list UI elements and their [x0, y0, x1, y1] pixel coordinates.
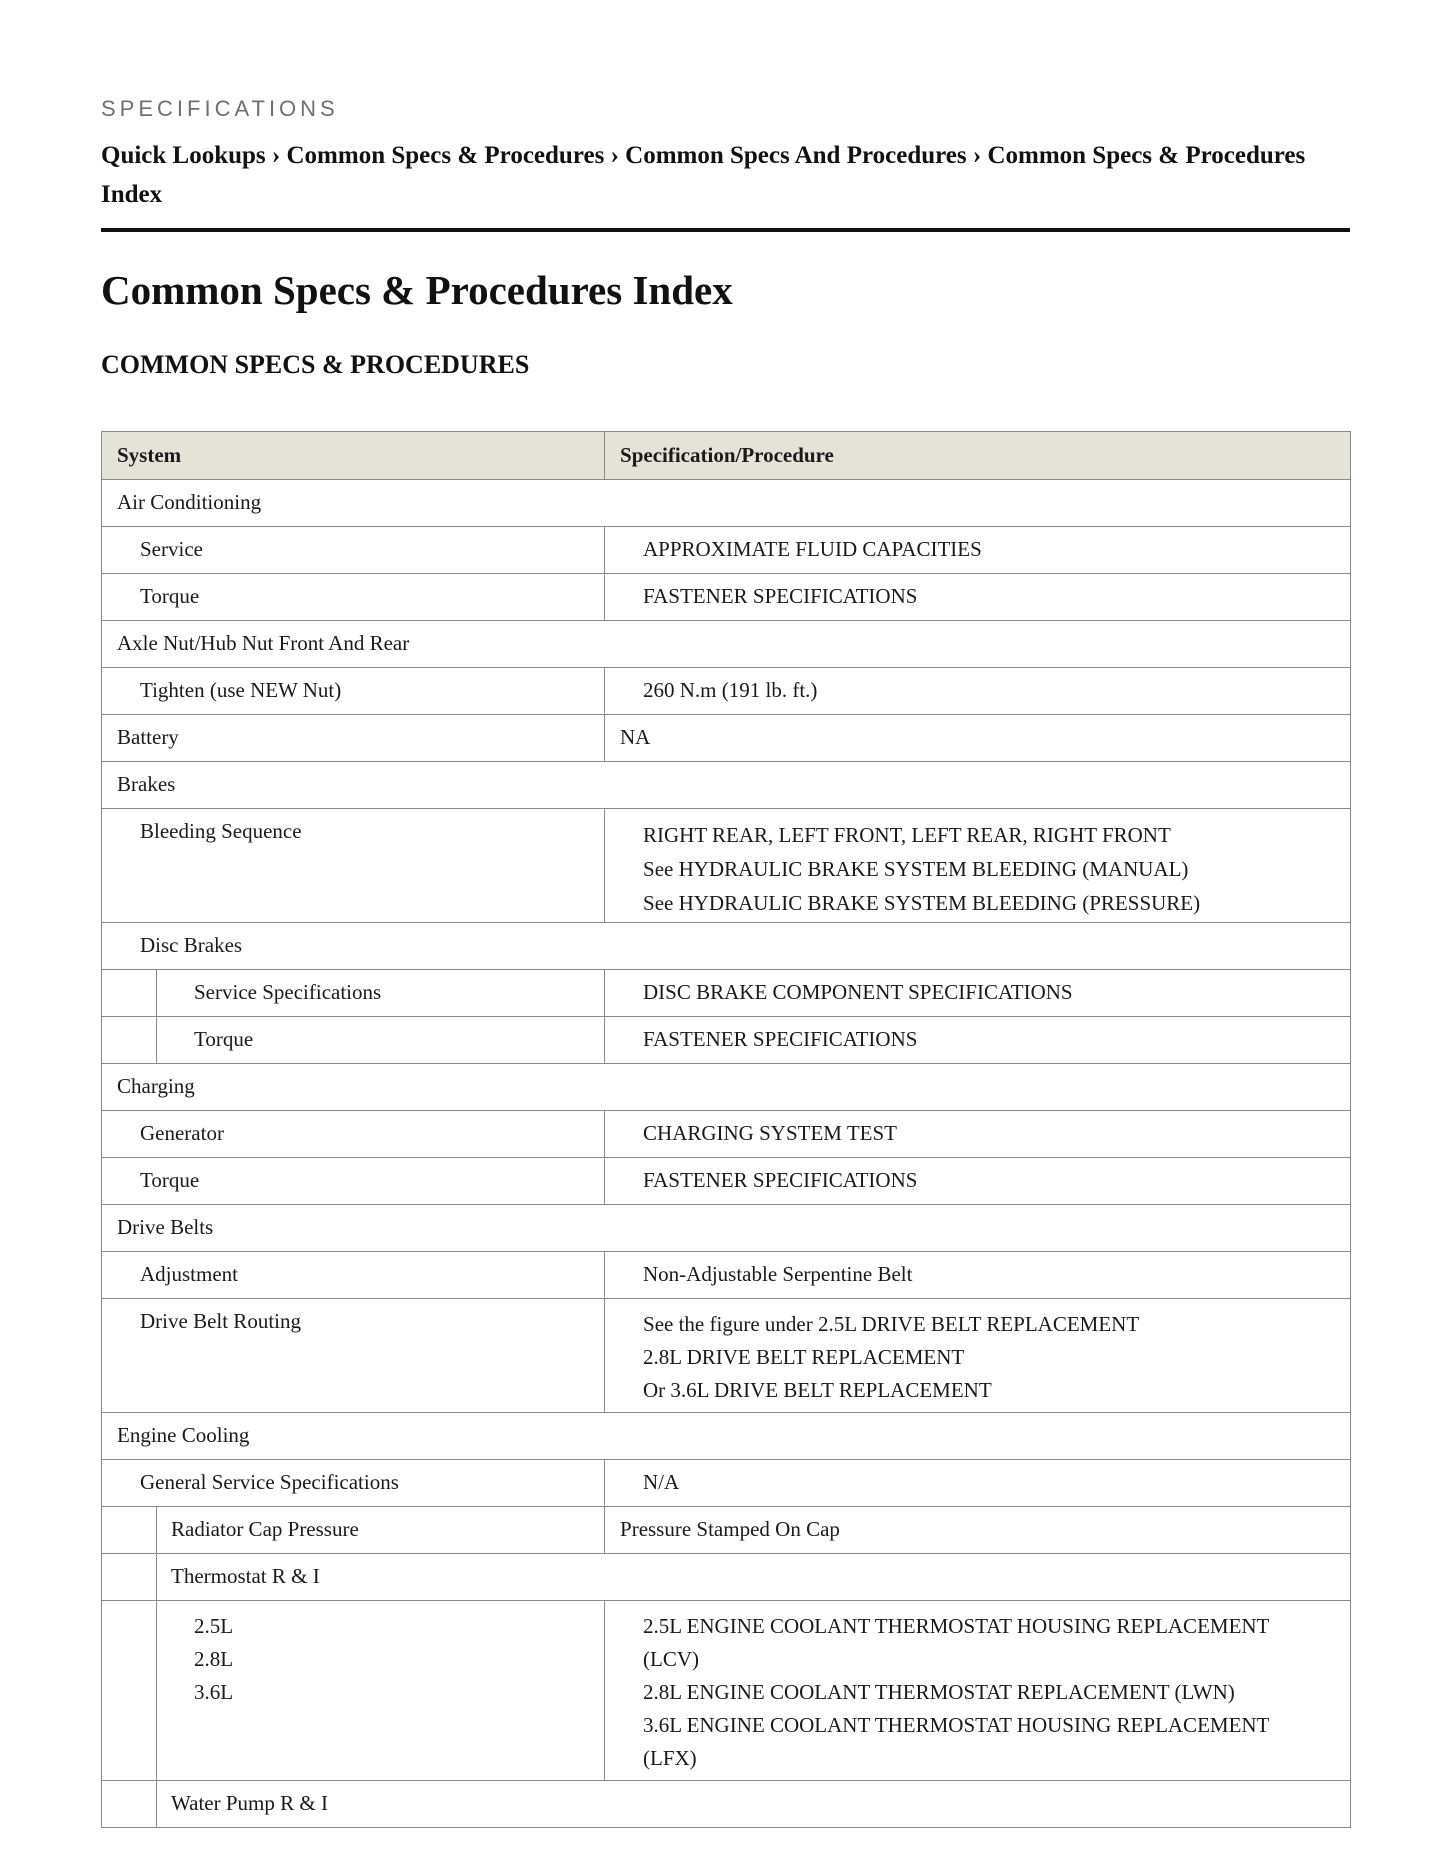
row-value-link[interactable]: FASTENER SPECIFICATIONS: [643, 1027, 918, 1051]
breadcrumb-separator: ›: [610, 142, 626, 169]
row-value: Pressure Stamped On Cap: [620, 1517, 840, 1541]
table-row: [102, 809, 1351, 923]
row-label: 2.8L: [194, 1647, 234, 1671]
table-row: [102, 668, 1351, 715]
table-row: [102, 1111, 1351, 1158]
row-label: Generator: [140, 1121, 224, 1145]
row-value: Non-Adjustable Serpentine Belt: [643, 1262, 913, 1286]
row-value-link[interactable]: 2.8L ENGINE COOLANT THERMOSTAT REPLACEMENT (LWN): [643, 1680, 1235, 1704]
breadcrumb-separator: ›: [972, 142, 988, 169]
breadcrumb-current: Common Specs & Procedures Index: [101, 142, 1306, 208]
table-header-row: [102, 432, 1351, 480]
section-subtitle: COMMON SPECS & PROCEDURES: [101, 350, 530, 379]
table-row-group: [102, 1554, 1351, 1601]
table-row: [102, 1158, 1351, 1205]
row-label: Service: [140, 537, 203, 561]
row-label: Battery: [117, 725, 179, 749]
row-value-link[interactable]: FASTENER SPECIFICATIONS: [643, 584, 918, 608]
row-value-link[interactable]: FASTENER SPECIFICATIONS: [643, 1168, 918, 1192]
breadcrumb: [101, 136, 1350, 214]
table-row-group: [102, 1205, 1351, 1252]
breadcrumb-item[interactable]: Common Specs & Procedures: [286, 142, 605, 169]
table-row: [102, 574, 1351, 621]
row-value: NA: [620, 725, 651, 749]
group-label: Brakes: [117, 772, 176, 796]
row-label: Torque: [194, 1027, 254, 1051]
row-label: General Service Specifications: [140, 1470, 399, 1494]
row-value-link[interactable]: See the figure under 2.5L DRIVE BELT REPLACEMENT: [643, 1312, 1140, 1336]
table-row-group: [102, 621, 1351, 668]
row-value-link[interactable]: See HYDRAULIC BRAKE SYSTEM BLEEDING (PRESSURE): [643, 891, 1201, 915]
table-row: [102, 970, 1351, 1017]
table-row: [102, 527, 1351, 574]
table-row: [102, 1507, 1351, 1554]
row-label: Torque: [140, 1168, 200, 1192]
row-value: 260 N.m (191 lb. ft.): [643, 678, 818, 702]
table-row: [102, 1252, 1351, 1299]
row-label: Radiator Cap Pressure: [171, 1517, 359, 1541]
row-label: Drive Belt Routing: [140, 1309, 301, 1333]
breadcrumb-item[interactable]: Common Specs And Procedures: [625, 142, 967, 169]
row-value-link[interactable]: See HYDRAULIC BRAKE SYSTEM BLEEDING (MANUAL): [643, 857, 1189, 881]
table-row: [102, 715, 1351, 762]
row-label: Service Specifications: [194, 980, 382, 1004]
section-kicker: SPECIFICATIONS: [101, 96, 339, 121]
column-header-spec: Specification/Procedure: [605, 432, 1351, 480]
row-value-link[interactable]: APPROXIMATE FLUID CAPACITIES: [643, 537, 982, 561]
row-value-link[interactable]: DISC BRAKE COMPONENT SPECIFICATIONS: [643, 980, 1073, 1004]
breadcrumb-separator: ›: [271, 142, 287, 169]
column-header-system: System: [102, 432, 605, 480]
breadcrumb-item[interactable]: Quick Lookups: [101, 142, 266, 169]
row-value-link[interactable]: Or 3.6L DRIVE BELT REPLACEMENT: [643, 1378, 992, 1402]
table-row-group: [102, 1781, 1351, 1828]
group-label: Thermostat R & I: [171, 1564, 320, 1588]
table-row-group: [102, 1413, 1351, 1460]
row-value-link[interactable]: 3.6L ENGINE COOLANT THERMOSTAT HOUSING REPLACEMENT (LFX): [643, 1713, 1270, 1770]
row-label: Bleeding Sequence: [140, 819, 302, 843]
table-row-group: [102, 1064, 1351, 1111]
row-value-link[interactable]: CHARGING SYSTEM TEST: [643, 1121, 897, 1145]
group-label: Air Conditioning: [117, 490, 262, 514]
row-label: 2.5L: [194, 1614, 234, 1638]
specs-table: [101, 431, 1351, 1828]
group-label: Water Pump R & I: [171, 1791, 328, 1815]
group-label: Disc Brakes: [140, 933, 243, 957]
table-row: [102, 1299, 1351, 1413]
row-label: Adjustment: [140, 1262, 238, 1286]
group-label: Charging: [117, 1074, 195, 1098]
row-value-link[interactable]: 2.8L DRIVE BELT REPLACEMENT: [643, 1345, 965, 1369]
group-label: Axle Nut/Hub Nut Front And Rear: [117, 631, 410, 655]
page-title: Common Specs & Procedures Index: [101, 267, 733, 313]
table-row: [102, 1460, 1351, 1507]
row-value: RIGHT REAR, LEFT FRONT, LEFT REAR, RIGHT FRONT: [643, 823, 1171, 847]
row-label: Torque: [140, 584, 200, 608]
table-row-group: [102, 923, 1351, 970]
row-value: N/A: [643, 1470, 680, 1494]
row-label: 3.6L: [194, 1680, 234, 1704]
table-row-group: [102, 480, 1351, 527]
group-label: Engine Cooling: [117, 1423, 250, 1447]
table-row: [102, 1601, 1351, 1781]
table-row-group: [102, 762, 1351, 809]
table-row: [102, 1017, 1351, 1064]
row-value-link[interactable]: 2.5L ENGINE COOLANT THERMOSTAT HOUSING REPLACEMENT (LCV): [643, 1614, 1270, 1671]
header-divider: [101, 228, 1350, 232]
group-label: Drive Belts: [117, 1215, 214, 1239]
row-label: Tighten (use NEW Nut): [140, 678, 342, 702]
